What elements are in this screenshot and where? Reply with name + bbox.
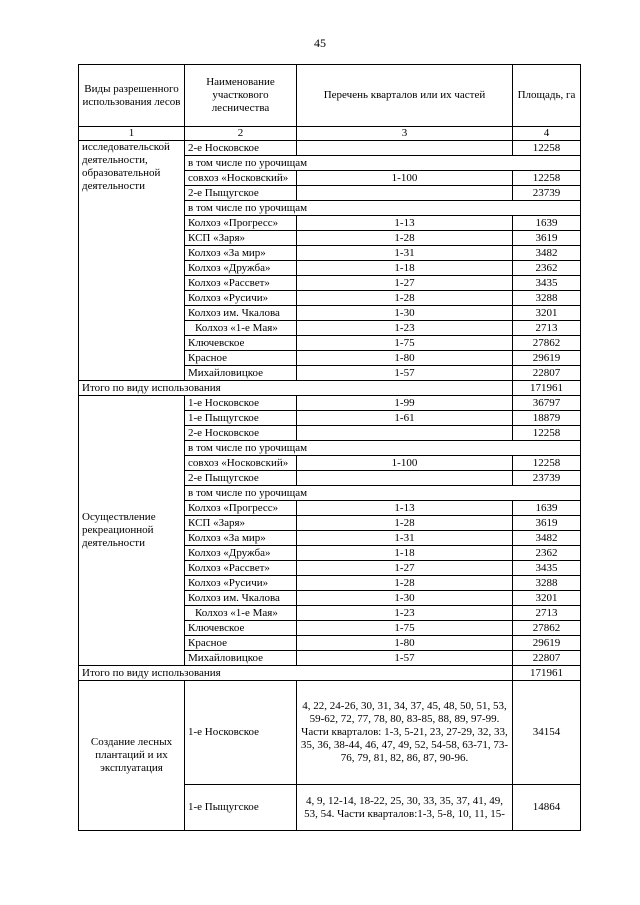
forestry-name-cell: Колхоз «Рассвет» bbox=[185, 561, 297, 576]
subgroup-label: в том числе по урочищам bbox=[185, 201, 581, 216]
column-number: 3 bbox=[297, 127, 513, 141]
area-cell: 2713 bbox=[513, 321, 581, 336]
quarters-cell: 1-99 bbox=[297, 396, 513, 411]
forest-use-table bbox=[78, 64, 581, 831]
area-cell: 3201 bbox=[513, 306, 581, 321]
header-area: Площадь, га bbox=[513, 65, 581, 127]
forestry-name-cell: 2-е Носковское bbox=[185, 141, 297, 156]
quarters-cell: 1-57 bbox=[297, 366, 513, 381]
area-cell: 23739 bbox=[513, 186, 581, 201]
forestry-name-cell: Колхоз им. Чкалова bbox=[185, 591, 297, 606]
quarters-cell: 1-27 bbox=[297, 276, 513, 291]
header-quarters: Перечень кварталов или их частей bbox=[297, 65, 513, 127]
quarters-cell: 1-100 bbox=[297, 171, 513, 186]
quarters-cell: 1-23 bbox=[297, 321, 513, 336]
area-cell: 22807 bbox=[513, 366, 581, 381]
area-cell: 29619 bbox=[513, 351, 581, 366]
forestry-name-cell: Михайловицкое bbox=[185, 651, 297, 666]
area-cell: 36797 bbox=[513, 396, 581, 411]
quarters-cell: 1-30 bbox=[297, 306, 513, 321]
area-cell: 3435 bbox=[513, 561, 581, 576]
area-cell: 3482 bbox=[513, 246, 581, 261]
area-cell: 3435 bbox=[513, 276, 581, 291]
table-row bbox=[79, 396, 581, 411]
quarters-cell bbox=[297, 471, 513, 486]
quarters-cell: 1-18 bbox=[297, 546, 513, 561]
forestry-name-cell: Колхоз «За мир» bbox=[185, 246, 297, 261]
quarters-cell bbox=[297, 426, 513, 441]
area-cell: 29619 bbox=[513, 636, 581, 651]
area-cell: 3201 bbox=[513, 591, 581, 606]
forestry-name-cell: 2-е Пыщугское bbox=[185, 186, 297, 201]
use-type-cell: Создание лесных плантаций и их эксплуатация bbox=[79, 681, 185, 831]
quarters-cell: 1-27 bbox=[297, 561, 513, 576]
area-cell: 22807 bbox=[513, 651, 581, 666]
page-number: 45 bbox=[314, 36, 326, 50]
quarters-cell: 1-31 bbox=[297, 246, 513, 261]
quarters-cell: 1-100 bbox=[297, 456, 513, 471]
area-cell: 23739 bbox=[513, 471, 581, 486]
forestry-name-cell: КСП «Заря» bbox=[185, 516, 297, 531]
use-type-cell: исследовательской деятельности, образовательной деятельности bbox=[79, 141, 185, 381]
forestry-name-cell: Ключевское bbox=[185, 336, 297, 351]
header-use-type: Виды разрешенного использования лесов bbox=[79, 65, 185, 127]
subgroup-label: в том числе по урочищам bbox=[185, 486, 581, 501]
forestry-name-cell: Колхоз «Дружба» bbox=[185, 261, 297, 276]
forestry-name-cell: Колхоз «1-е Мая» bbox=[185, 321, 297, 336]
forestry-name-cell: совхоз «Носковский» bbox=[185, 456, 297, 471]
forestry-name-cell: Колхоз «Прогресс» bbox=[185, 216, 297, 231]
subgroup-label: в том числе по урочищам bbox=[185, 156, 581, 171]
quarters-cell: 1-75 bbox=[297, 336, 513, 351]
area-cell: 12258 bbox=[513, 456, 581, 471]
quarters-cell: 4, 22, 24-26, 30, 31, 34, 37, 45, 48, 50, 51, 53, 59-62, 72, 77, 78, 80, 83-85, 88, 89, 97-99. Части кварталов: 1-3, 5-21, 23, 27-29, 32, 33, 35, 36, 38-44, 46, 47, 49, 52, 54-58, 63-71, 73-76, 79, 81, 82, 86, 87, 90-96. bbox=[297, 681, 513, 785]
quarters-cell: 1-57 bbox=[297, 651, 513, 666]
use-type-cell: Осуществление рекреационной деятельности bbox=[79, 396, 185, 666]
quarters-cell bbox=[297, 186, 513, 201]
forestry-name-cell: 1-е Пыщугское bbox=[185, 785, 297, 831]
quarters-cell: 1-80 bbox=[297, 351, 513, 366]
column-number: 1 bbox=[79, 127, 185, 141]
area-cell: 18879 bbox=[513, 411, 581, 426]
forestry-name-cell: Красное bbox=[185, 351, 297, 366]
forestry-name-cell: Колхоз им. Чкалова bbox=[185, 306, 297, 321]
quarters-cell: 1-23 bbox=[297, 606, 513, 621]
area-cell: 34154 bbox=[513, 681, 581, 785]
quarters-cell: 1-80 bbox=[297, 636, 513, 651]
header-forestry-name: Наименование участкового лесничества bbox=[185, 65, 297, 127]
quarters-cell: 1-28 bbox=[297, 291, 513, 306]
area-cell: 2362 bbox=[513, 546, 581, 561]
forestry-name-cell: 2-е Пыщугское bbox=[185, 471, 297, 486]
area-cell: 1639 bbox=[513, 501, 581, 516]
total-row bbox=[79, 381, 581, 396]
forestry-name-cell: Колхоз «За мир» bbox=[185, 531, 297, 546]
quarters-cell: 1-13 bbox=[297, 501, 513, 516]
quarters-cell: 1-28 bbox=[297, 576, 513, 591]
area-cell: 3482 bbox=[513, 531, 581, 546]
column-number: 2 bbox=[185, 127, 297, 141]
total-value: 171961 bbox=[513, 666, 581, 681]
forestry-name-cell: КСП «Заря» bbox=[185, 231, 297, 246]
total-label: Итого по виду использования bbox=[79, 381, 513, 396]
area-cell: 14864 bbox=[513, 785, 581, 831]
area-cell: 3619 bbox=[513, 231, 581, 246]
area-cell: 2362 bbox=[513, 261, 581, 276]
area-cell: 12258 bbox=[513, 426, 581, 441]
forestry-name-cell: Колхоз «Русичи» bbox=[185, 291, 297, 306]
area-cell: 12258 bbox=[513, 171, 581, 186]
quarters-cell: 1-28 bbox=[297, 231, 513, 246]
subgroup-label: в том числе по урочищам bbox=[185, 441, 581, 456]
area-cell: 27862 bbox=[513, 621, 581, 636]
quarters-cell: 1-13 bbox=[297, 216, 513, 231]
area-cell: 3288 bbox=[513, 576, 581, 591]
area-cell: 3619 bbox=[513, 516, 581, 531]
forestry-name-cell: Ключевское bbox=[185, 621, 297, 636]
total-value: 171961 bbox=[513, 381, 581, 396]
forestry-name-cell: совхоз «Носковский» bbox=[185, 171, 297, 186]
forestry-name-cell: Красное bbox=[185, 636, 297, 651]
quarters-cell bbox=[297, 141, 513, 156]
forestry-name-cell: Колхоз «Прогресс» bbox=[185, 501, 297, 516]
forestry-name-cell: 2-е Носковское bbox=[185, 426, 297, 441]
area-cell: 3288 bbox=[513, 291, 581, 306]
quarters-cell: 1-30 bbox=[297, 591, 513, 606]
area-cell: 1639 bbox=[513, 216, 581, 231]
quarters-cell: 1-31 bbox=[297, 531, 513, 546]
table-row bbox=[79, 141, 581, 156]
forestry-name-cell: Колхоз «Дружба» bbox=[185, 546, 297, 561]
quarters-cell: 1-61 bbox=[297, 411, 513, 426]
column-number: 4 bbox=[513, 127, 581, 141]
quarters-cell: 1-75 bbox=[297, 621, 513, 636]
forestry-name-cell: Михайловицкое bbox=[185, 366, 297, 381]
forestry-name-cell: Колхоз «Русичи» bbox=[185, 576, 297, 591]
table-row bbox=[79, 681, 581, 785]
forestry-name-cell: 1-е Пыщугское bbox=[185, 411, 297, 426]
total-label: Итого по виду использования bbox=[79, 666, 513, 681]
total-row bbox=[79, 666, 581, 681]
forestry-name-cell: 1-е Носковское bbox=[185, 681, 297, 785]
quarters-cell: 1-18 bbox=[297, 261, 513, 276]
area-cell: 2713 bbox=[513, 606, 581, 621]
forestry-name-cell: 1-е Носковское bbox=[185, 396, 297, 411]
area-cell: 12258 bbox=[513, 141, 581, 156]
quarters-cell: 4, 9, 12-14, 18-22, 25, 30, 33, 35, 37, 41, 49, 53, 54. Части кварталов:1-3, 5-8, 10, 11, 15- bbox=[297, 785, 513, 831]
forestry-name-cell: Колхоз «Рассвет» bbox=[185, 276, 297, 291]
area-cell: 27862 bbox=[513, 336, 581, 351]
quarters-cell: 1-28 bbox=[297, 516, 513, 531]
forestry-name-cell: Колхоз «1-е Мая» bbox=[185, 606, 297, 621]
